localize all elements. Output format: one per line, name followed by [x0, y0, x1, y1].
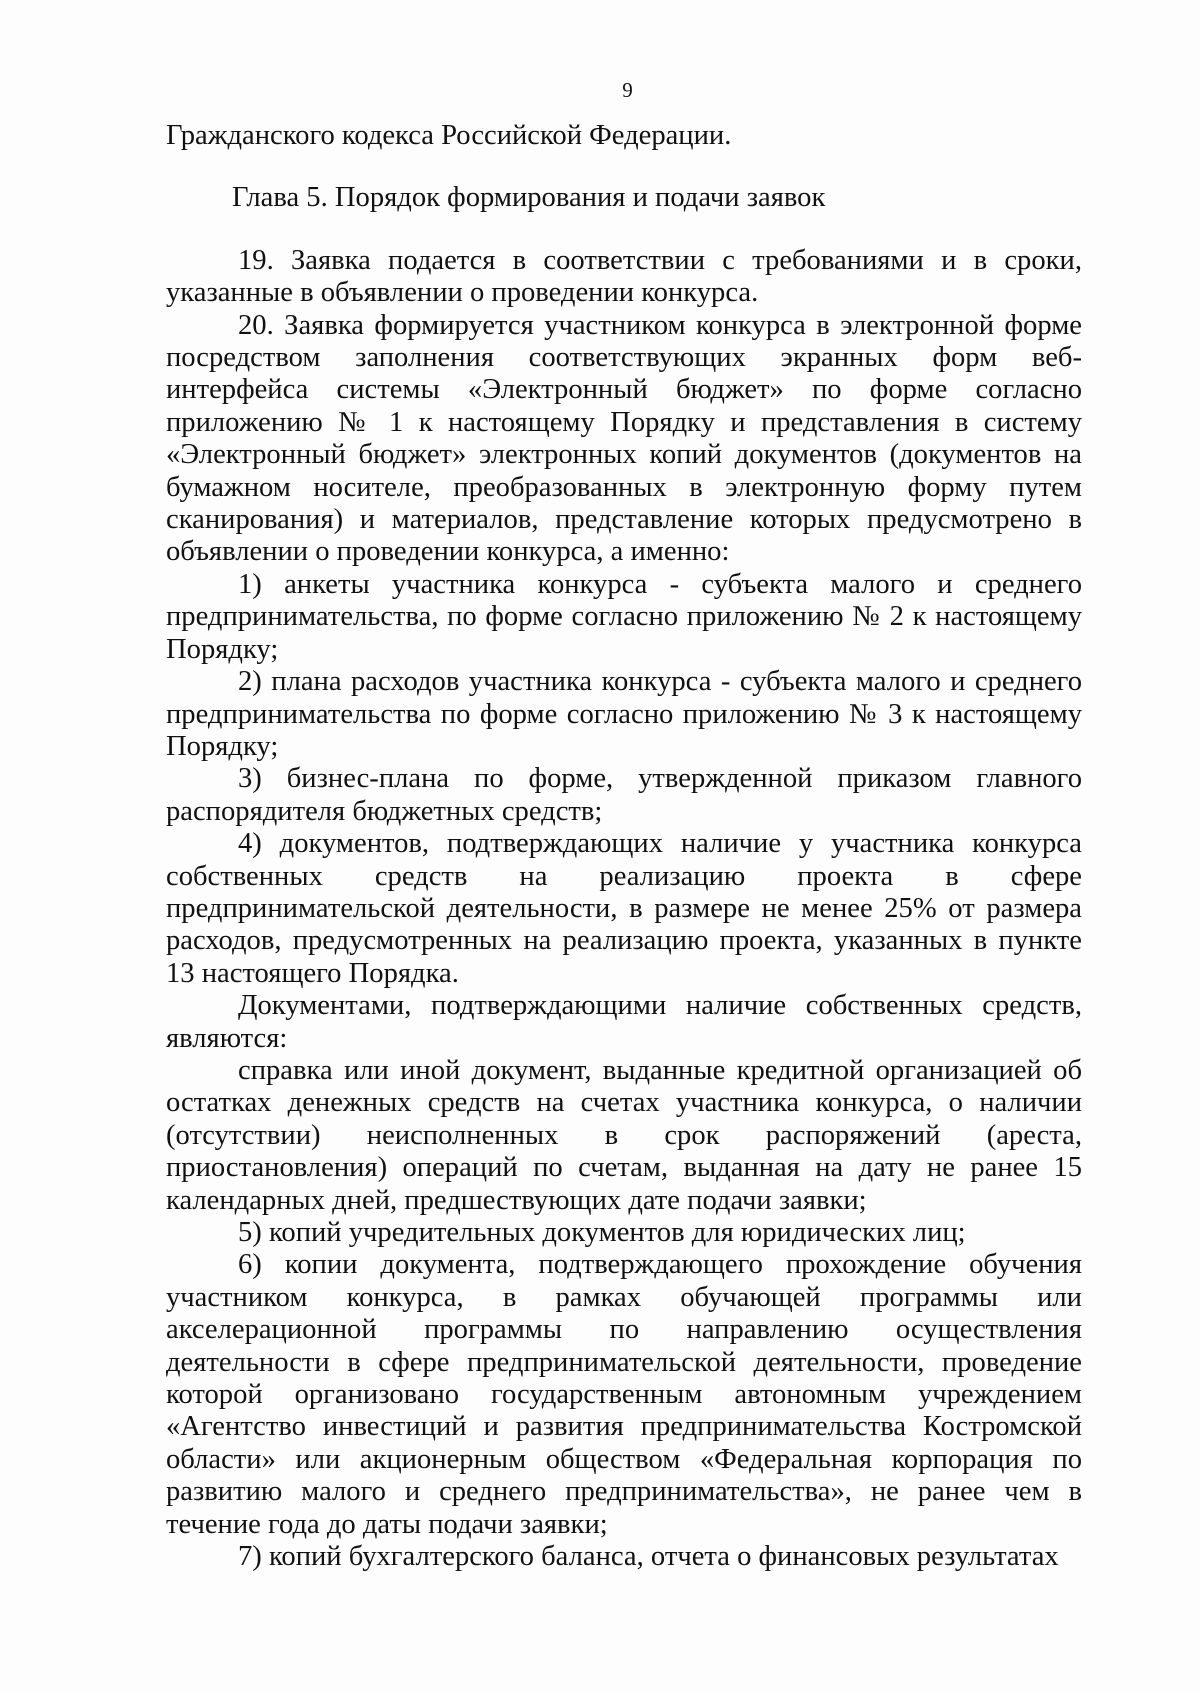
list-item-3: 3) бизнес-плана по форме, утвержденной приказом главного распорядителя бюджетных средств;	[166, 763, 1082, 827]
list-item-5: 5) копий учредительных документов для юридических лиц;	[238, 1217, 966, 1248]
paragraph-19: 19. Заявка подается в соответствии с требованиями и в сроки, указанные в объявлении о проведении конкурса.	[166, 244, 1082, 309]
supporting-documents-intro: Документами, подтверждающими наличие собственных средств, являются:	[166, 990, 1082, 1054]
document-body	[166, 120, 1082, 1573]
list-item-2: 2) плана расходов участника конкурса - субъекта малого и среднего предпринимательства по форме согласно приложению № 3 к настоящему Порядку;	[166, 666, 1082, 762]
list-item-4: 4) документов, подтверждающих наличие у участника конкурса собственных средств на реализацию проекта в сфере предпринимательской деятельности, в размере не менее 25% от размера расходов, предусмотренных на реализацию проекта, указанных в пункте 13 настоящего Порядка.	[166, 828, 1082, 989]
chapter-heading: Глава 5. Порядок формирования и подачи заявок	[232, 182, 826, 214]
continuation-line: Гражданского кодекса Российской Федерации.	[166, 120, 732, 151]
page-number: 9	[622, 78, 633, 102]
list-item-7: 7) копий бухгалтерского баланса, отчета о финансовых результатах	[238, 1541, 1059, 1573]
list-item-6: 6) копии документа, подтверждающего прохождение обучения участником конкурса, в рамках обучающей программы или акселерационной программы по направлению осуществления деятельности в сфере предпринимательской деятельности, проведение которой организовано государственным автономным учреждением «Агентство инвестиций и развития предпринимательства Костромской области» или акционерным обществом «Федеральная корпорация по развитию малого и среднего предпринимательства», не ранее чем в течение года до даты подачи заявки;	[166, 1249, 1082, 1540]
bank-statement-paragraph: справка или иной документ, выданные кредитной организацией об остатках денежных средств на счетах участника конкурса, о наличии (отсутствии) неисполненных в срок распоряжений (ареста, приостановления) операций по счетам, выданная на дату не ранее 15 календарных дней, предшествующих дате подачи заявки;	[166, 1054, 1082, 1216]
list-item-1: 1) анкеты участника конкурса - субъекта малого и среднего предпринимательства, по форме согласно приложению № 2 к настоящему Порядку;	[166, 568, 1082, 665]
paragraph-20: 20. Заявка формируется участником конкурса в электронной форме посредством заполнения соответствующих экранных форм веб-интерфейса системы «Электронный бюджет» по форме согласно приложению № 1 к настоящему Порядку и представления в систему «Электронный бюджет» электронных копий документов (документов на бумажном носителе, преобразованных в электронную форму путем сканирования) и материалов, представление которых предусмотрено в объявлении о проведении конкурса, а именно:	[166, 309, 1082, 568]
